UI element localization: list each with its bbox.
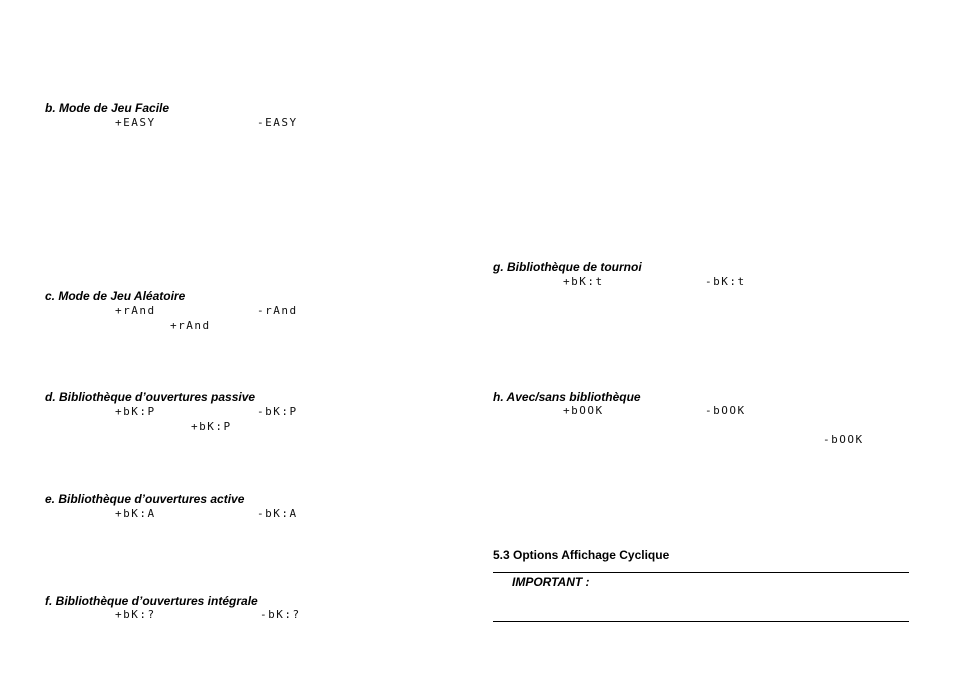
heading-with-without-book: h. Avec/sans bibliothèque — [493, 390, 641, 404]
lcd-book-extra: -bOOK — [823, 433, 864, 446]
lcd-active-on: +bK:A — [115, 507, 156, 520]
heading-random-mode: c. Mode de Jeu Aléatoire — [45, 289, 186, 303]
lcd-passive-extra: +bK:P — [191, 420, 232, 433]
important-label: IMPORTANT : — [512, 575, 590, 589]
divider-top — [493, 572, 909, 573]
lcd-random-extra: +rAnd — [170, 319, 211, 332]
lcd-random-off: -rAnd — [257, 304, 298, 317]
heading-full-book: f. Bibliothèque d’ouvertures intégrale — [45, 594, 258, 608]
heading-easy-mode: b. Mode de Jeu Facile — [45, 101, 170, 115]
lcd-passive-on: +bK:P — [115, 405, 156, 418]
lcd-random-on: +rAnd — [115, 304, 156, 317]
divider-bottom — [493, 621, 909, 622]
heading-tournament-book: g. Bibliothèque de tournoi — [493, 260, 642, 274]
lcd-easy-on: +EASY — [115, 116, 156, 129]
lcd-book-on: +bOOK — [563, 404, 604, 417]
lcd-tournament-on: +bK:t — [563, 275, 604, 288]
lcd-full-on: +bK:? — [115, 608, 156, 621]
lcd-full-off: -bK:? — [260, 608, 301, 621]
section-heading-cyclic-display: 5.3 Options Affichage Cyclique — [493, 548, 670, 562]
lcd-passive-off: -bK:P — [257, 405, 298, 418]
heading-active-book: e. Bibliothèque d’ouvertures active — [45, 492, 245, 506]
lcd-easy-off: -EASY — [257, 116, 298, 129]
lcd-book-off: -bOOK — [705, 404, 746, 417]
lcd-active-off: -bK:A — [257, 507, 298, 520]
lcd-tournament-off: -bK:t — [705, 275, 746, 288]
heading-passive-book: d. Bibliothèque d’ouvertures passive — [45, 390, 256, 404]
